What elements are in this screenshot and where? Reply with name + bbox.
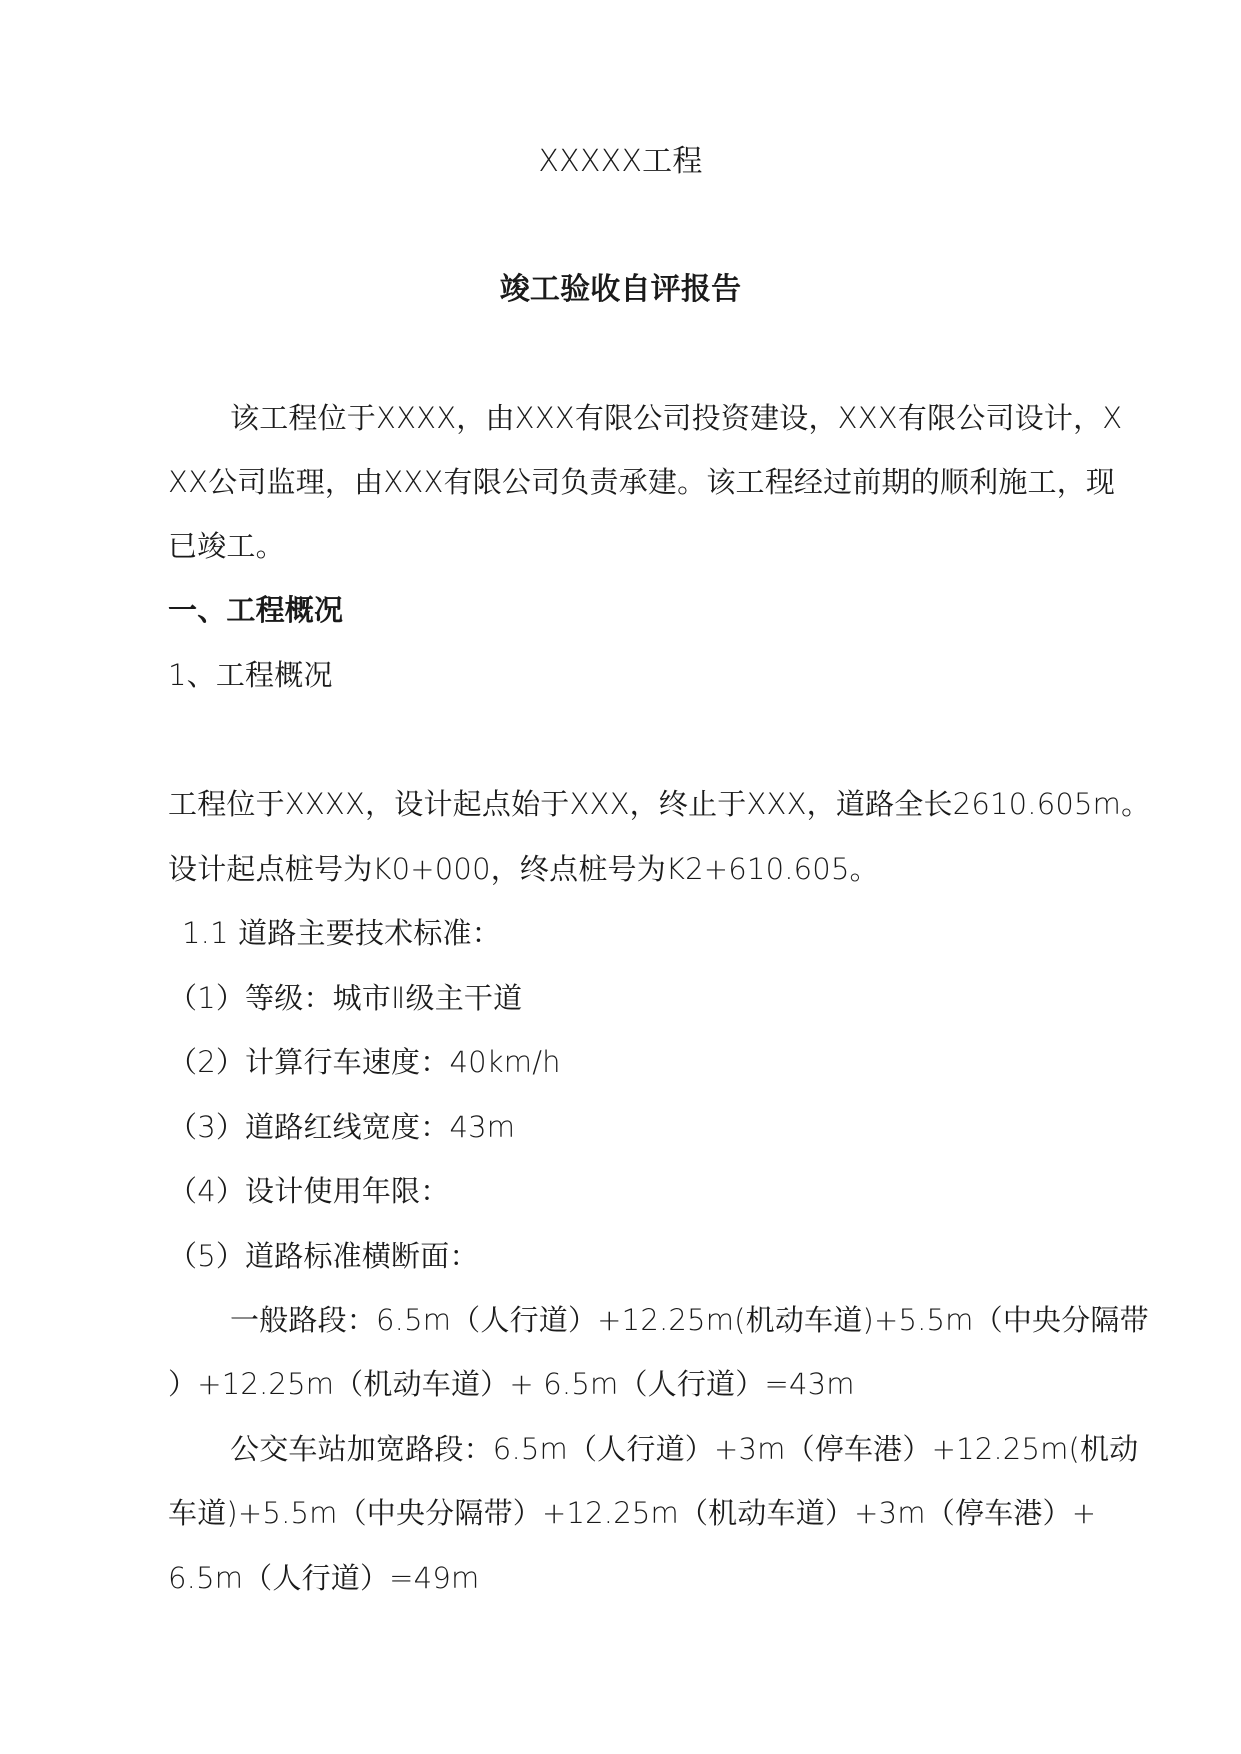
report-title: 竣工验收自评报告 [499,272,742,307]
general-section-line-2: ）+12.25m（机动车道）+ 6.5m（人行道）=43m [168,1367,855,1401]
bus-section-line-2: 车道)+5.5m（中央分隔带）+12.25m（机动车道）+3m（停车港）+ [168,1496,1097,1530]
standards-heading: 1.1 道路主要技术标准： [182,916,501,950]
standard-item-2: （2）计算行车速度：40km/h [168,1045,561,1079]
standard-item-5: （5）道路标准横断面： [168,1239,479,1273]
overview-line-1: 工程位于XXXX，设计起点始于XXX，终止于XXX，道路全长2610.605m。 [168,787,1151,821]
intro-line-1: 该工程位于XXXX，由XXX有限公司投资建设，XXX有限公司设计，X [230,401,1123,435]
project-title: XXXXX工程 [538,144,703,179]
intro-line-2: XX公司监理，由XXX有限公司负责承建。该工程经过前期的顺利施工，现 [168,465,1116,499]
general-section-line-1: 一般路段：6.5m（人行道）+12.25m(机动车道)+5.5m（中央分隔带 [230,1303,1149,1337]
standard-item-3: （3）道路红线宽度：43m [168,1110,516,1144]
standard-item-1: （1）等级：城市Ⅱ级主干道 [168,981,523,1015]
section-heading: 一、工程概况 [168,593,344,627]
subsection-heading: 1、工程概况 [168,658,333,692]
intro-line-3: 已竣工。 [168,529,285,563]
overview-line-2: 设计起点桩号为K0+000，终点桩号为K2+610.605。 [168,852,879,886]
bus-section-line-1: 公交车站加宽路段：6.5m（人行道）+3m（停车港）+12.25m(机动 [230,1432,1139,1466]
bus-section-line-3: 6.5m（人行道）=49m [168,1561,480,1595]
standard-item-4: （4）设计使用年限： [168,1174,450,1208]
